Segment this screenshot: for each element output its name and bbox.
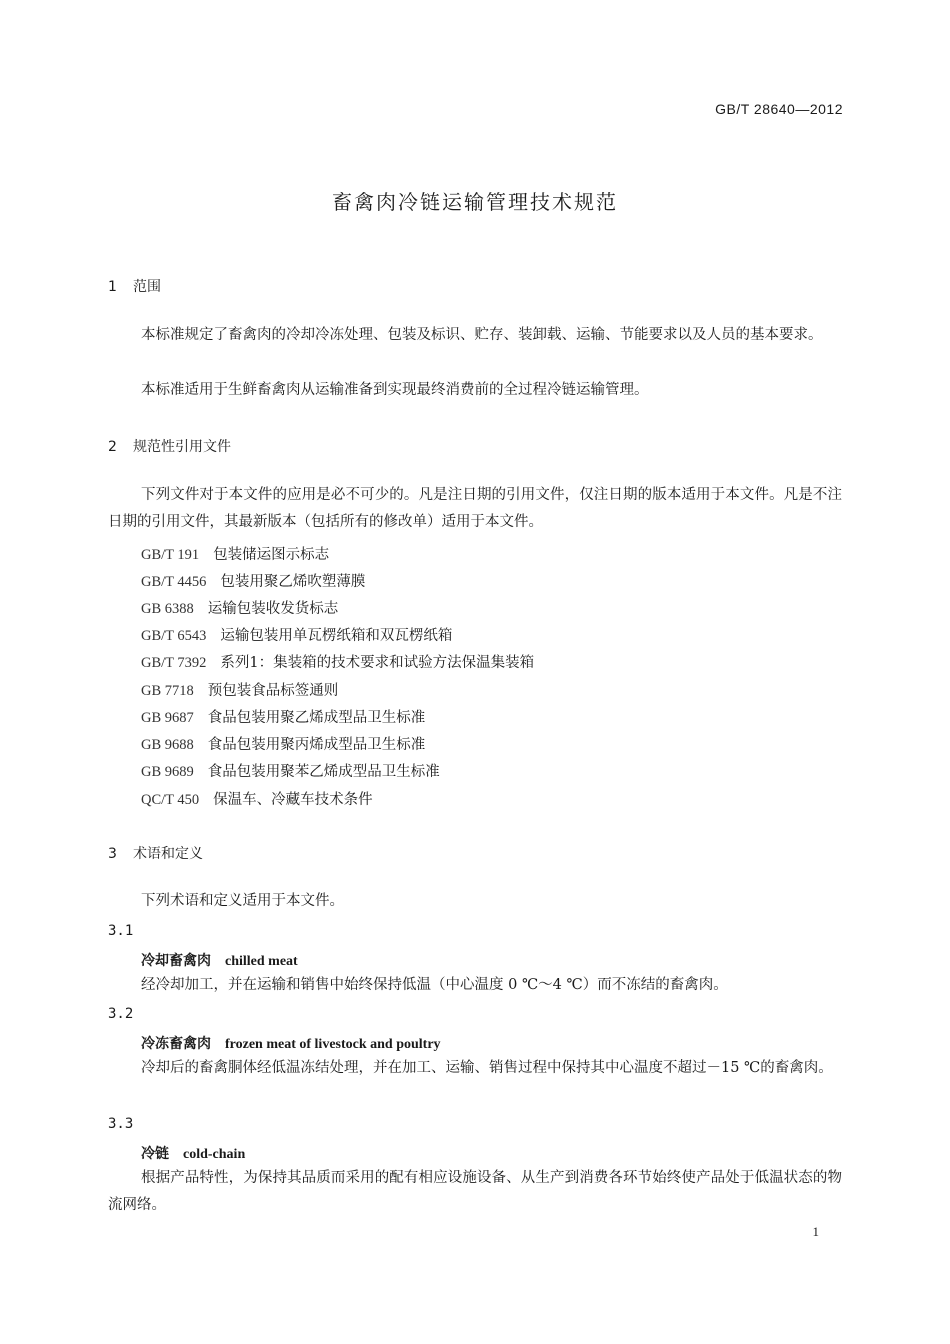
- reference-item: [141, 570, 365, 591]
- reference-item: [141, 624, 452, 645]
- section-1-paragraph-1: 本标准规定了畜禽肉的冷却冷冻处理、包装及标识、贮存、装卸载、运输、节能要求以及人员的基本要求。: [141, 327, 823, 343]
- reference-item: [141, 543, 329, 564]
- reference-title: 食品包装用聚乙烯成型品卫生标准: [207, 710, 426, 726]
- reference-title: 运输包装用单瓦楞纸箱和双瓦楞纸箱: [220, 628, 453, 644]
- reference-title: 系列1：集装箱的技术要求和试验方法保温集装箱: [220, 655, 535, 671]
- section-number: 2: [108, 439, 117, 455]
- page-number: 1: [812, 1224, 819, 1239]
- term-english: chilled meat: [225, 954, 298, 969]
- reference-title: 食品包装用聚丙烯成型品卫生标准: [207, 737, 426, 753]
- reference-item: [141, 760, 440, 781]
- reference-code: GB/T 191: [141, 547, 200, 563]
- reference-item: [141, 651, 534, 672]
- term-name: [141, 950, 298, 970]
- reference-title: 包装储运图示标志: [213, 547, 330, 563]
- section-number: 3: [108, 846, 117, 862]
- section-2-heading: [108, 436, 231, 456]
- reference-title: 食品包装用聚苯乙烯成型品卫生标准: [207, 764, 440, 780]
- term-name: [141, 1143, 245, 1163]
- term-english: frozen meat of livestock and poultry: [225, 1037, 441, 1052]
- term-number: 3.2: [108, 1006, 134, 1022]
- reference-code: GB 6388: [141, 601, 194, 617]
- term-english: cold-chain: [183, 1147, 246, 1162]
- reference-code: QC/T 450: [141, 792, 200, 808]
- term-definition: 经冷却加工，并在运输和销售中始终保持低温（中心温度 0 ℃～4 ℃）而不冻结的畜禽肉。: [141, 977, 728, 993]
- section-title: 规范性引用文件: [133, 439, 231, 455]
- reference-item: [141, 706, 425, 727]
- reference-item: [141, 733, 425, 754]
- term-number: 3.3: [108, 1116, 134, 1132]
- term-name: [141, 1033, 441, 1053]
- reference-title: 保温车、冷藏车技术条件: [213, 792, 373, 808]
- reference-code: GB 9688: [141, 737, 194, 753]
- section-2-intro: 下列文件对于本文件的应用是必不可少的。凡是注日期的引用文件，仅注日期的版本适用于本文件。凡是不注日期的引用文件，其最新版本（包括所有的修改单）适用于本文件。: [108, 487, 842, 530]
- reference-title: 运输包装收发货标志: [207, 601, 339, 617]
- term-definition: 冷却后的畜禽胴体经低温冻结处理，并在加工、运输、销售过程中保持其中心温度不超过－15 ℃的畜禽肉。: [141, 1060, 833, 1076]
- section-3-intro: 下列术语和定义适用于本文件。: [141, 893, 344, 909]
- reference-code: GB/T 4456: [141, 574, 207, 590]
- reference-item: [141, 679, 338, 700]
- section-1-paragraph-2: 本标准适用于生鲜畜禽肉从运输准备到实现最终消费前的全过程冷链运输管理。: [141, 382, 649, 398]
- reference-title: 预包装食品标签通则: [207, 683, 339, 699]
- section-title: 术语和定义: [133, 846, 203, 862]
- reference-item: [141, 788, 373, 809]
- section-number: 1: [108, 279, 117, 295]
- term-number: 3.1: [108, 923, 134, 939]
- standard-code: GB/T 28640—2012: [715, 101, 843, 117]
- reference-item: [141, 597, 338, 618]
- term-chinese: 冷冻畜禽肉: [141, 1036, 211, 1052]
- term-chinese: 冷却畜禽肉: [141, 953, 211, 969]
- reference-code: GB 9687: [141, 710, 194, 726]
- reference-code: GB/T 6543: [141, 628, 207, 644]
- section-1-heading: [108, 276, 161, 296]
- term-definition: 根据产品特性，为保持其品质而采用的配有相应设施设备、从生产到消费各环节始终使产品处于低温状态的物流网络。: [108, 1170, 842, 1213]
- document-title: 畜禽肉冷链运输管理技术规范: [332, 190, 618, 214]
- reference-code: GB 9689: [141, 764, 194, 780]
- term-chinese: 冷链: [141, 1146, 169, 1162]
- reference-code: GB/T 7392: [141, 655, 207, 671]
- section-3-heading: [108, 843, 203, 863]
- reference-title: 包装用聚乙烯吹塑薄膜: [220, 574, 366, 590]
- reference-code: GB 7718: [141, 683, 194, 699]
- section-title: 范围: [133, 279, 161, 295]
